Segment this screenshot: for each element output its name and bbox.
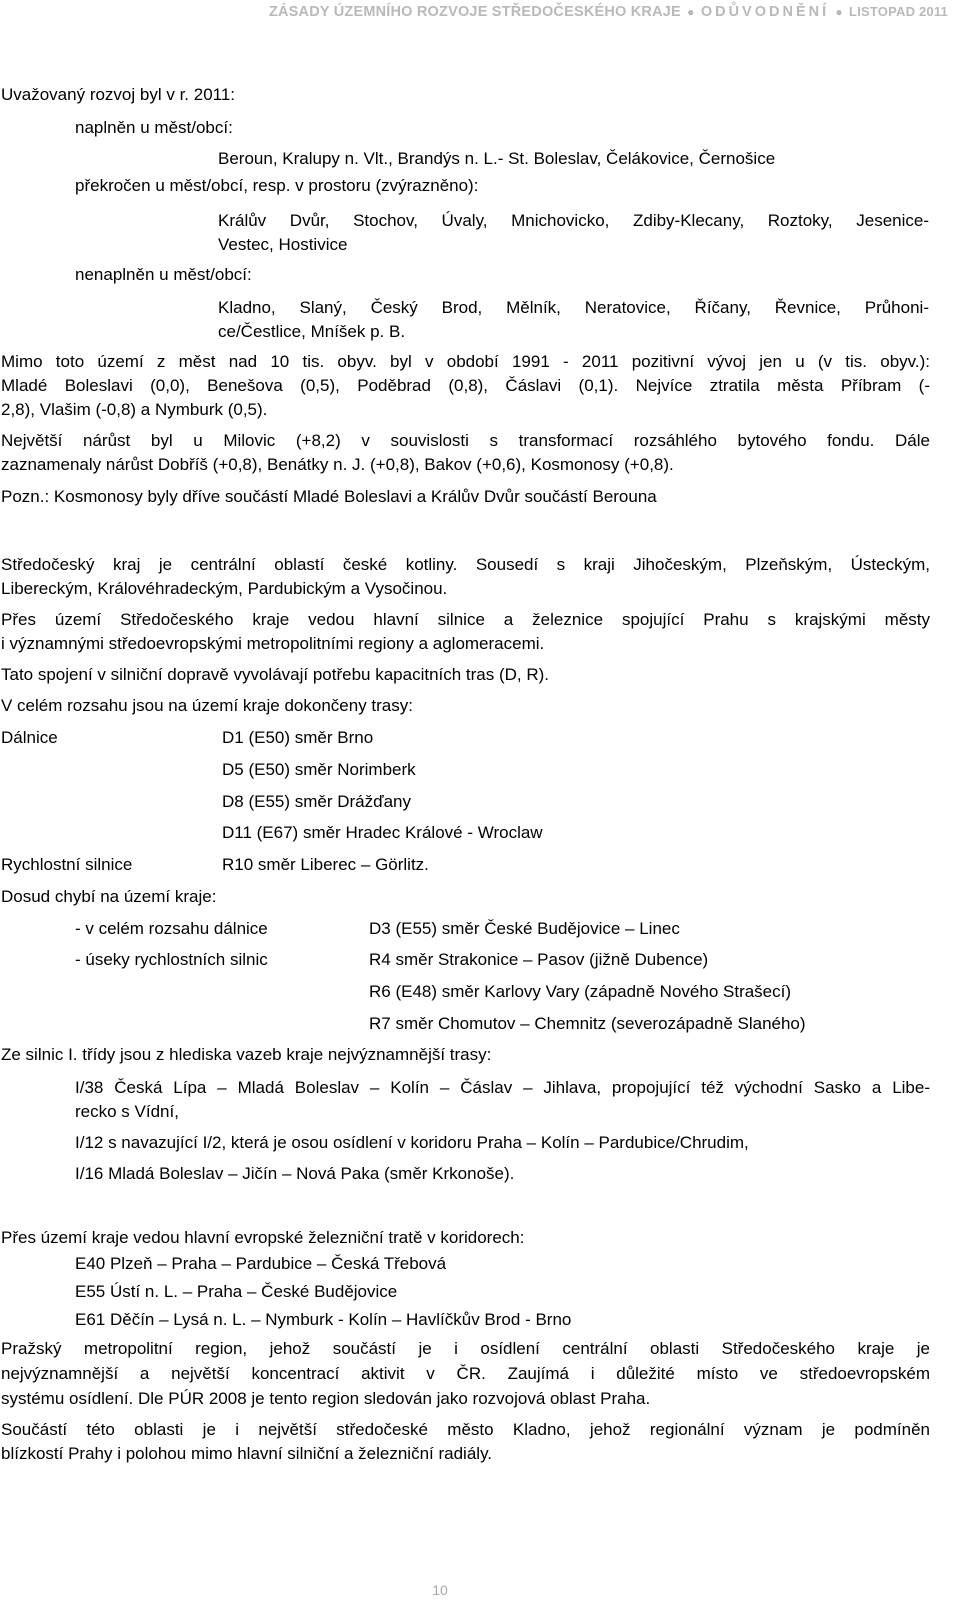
- fulfilled-list: Beroun, Kralupy n. Vlt., Brandýs n. L.- St. Boleslav, Čelákovice, Černošice: [218, 149, 776, 168]
- page-number: 10: [432, 1582, 448, 1598]
- growth-paragraph-line: Největší nárůst byl u Milovic (+8,2) v souvislosti s transformací rozsáhlého bytového fondu. Dále: [1, 431, 930, 450]
- capacity-paragraph: Tato spojení v silniční dopravě vyvolávají potřebu kapacitních tras (D, R).: [1, 665, 550, 684]
- expressways-label: Rychlostní silnice: [1, 855, 133, 874]
- motorway-item: D11 (E67) směr Hradec Králové - Wroclaw: [222, 823, 543, 842]
- missing-motorway-label: - v celém rozsahu dálnice: [75, 919, 268, 938]
- unfulfilled-label: nenaplněn u měst/obcí:: [75, 265, 252, 284]
- population-paragraph-line: Mladé Boleslavi (0,0), Benešova (0,5), Poděbrad (0,8), Čáslavi (0,1). Nejvíce ztratila města Příbram (-: [1, 376, 930, 395]
- completed-routes-intro: V celém rozsahu jsou na území kraje dokončeny trasy:: [1, 696, 413, 715]
- missing-expressway-item: R7 směr Chomutov – Chemnitz (severozápadně Slaného): [369, 1014, 806, 1033]
- motorways-label: Dálnice: [1, 728, 58, 747]
- expressway-item: R10 směr Liberec – Görlitz.: [222, 855, 429, 874]
- header-subtitle: ODŮVODNĚNÍ: [700, 4, 830, 20]
- population-paragraph-line: Mimo toto území z měst nad 10 tis. obyv. byl v období 1991 - 2011 pozitivní vývoj jen u (v tis. obyv.):: [1, 352, 930, 371]
- transport-paragraph-line: i významnými středoevropskými metropolitními regiony a aglomeracemi.: [1, 634, 545, 653]
- header-title: ZÁSADY ÚZEMNÍHO ROZVOJE STŘEDOČESKÉHO KRAJE: [268, 4, 681, 20]
- growth-paragraph-line: zaznamenaly nárůst Dobříš (+0,8), Benátky n. J. (+0,8), Bakov (+0,6), Kosmonosy (+0,8).: [1, 455, 674, 474]
- page-header: [0, 4, 948, 20]
- location-paragraph-line: Středočeský kraj je centrální oblastí české kotliny. Sousedí s kraji Jihočeským, Plzeňským, Ústeckým,: [1, 555, 930, 574]
- motorway-item: D5 (E50) směr Norimberk: [222, 760, 416, 779]
- first-class-road-line: recko s Vídní,: [75, 1102, 179, 1121]
- first-class-road-line: I/38 Česká Lípa – Mladá Boleslav – Kolín – Čáslav – Jihlava, propojující též východní Sasko a Libe-: [75, 1078, 930, 1097]
- railway-corridor: E55 Ústí n. L. – Praha – České Budějovice: [75, 1282, 398, 1301]
- missing-expressway-item: R6 (E48) směr Karlovy Vary (západně Nového Strašecí): [369, 982, 792, 1001]
- metro-region-paragraph-line: nejvýznamnější a největší koncentrací aktivit v ČR. Zaujímá i důležité místo ve středoevropském: [1, 1364, 930, 1383]
- missing-expressway-item: R4 směr Strakonice – Pasov (jižně Dubence): [369, 950, 709, 969]
- motorway-item: D1 (E50) směr Brno: [222, 728, 374, 747]
- exceeded-list-line: Králův Dvůr, Stochov, Úvaly, Mnichovicko, Zdiby-Klecany, Roztoky, Jesenice-: [218, 211, 929, 230]
- missing-routes-intro: Dosud chybí na území kraje:: [1, 887, 217, 906]
- exceeded-label: překročen u měst/obcí, resp. v prostoru (zvýrazněno):: [75, 176, 479, 195]
- header-bullet: ●: [687, 5, 695, 19]
- population-note: Pozn.: Kosmonosy byly dříve součástí Mladé Boleslavi a Králův Dvůr součástí Berouna: [1, 487, 657, 506]
- railway-corridor: E61 Děčín – Lysá n. L. – Nymburk - Kolín – Havlíčkův Brod - Brno: [75, 1310, 572, 1329]
- unfulfilled-list-line: ce/Čestlice, Mníšek p. B.: [218, 322, 406, 341]
- motorway-item: D8 (E55) směr Drážďany: [222, 792, 412, 811]
- metro-region-paragraph-line: Pražský metropolitní region, jehož součástí je i osídlení centrální oblasti Středočeského kraje je: [1, 1339, 930, 1358]
- first-class-road-line: I/16 Mladá Boleslav – Jičín – Nová Paka (směr Krkonoše).: [75, 1164, 515, 1183]
- railways-intro: Přes území kraje vedou hlavní evropské železniční tratě v koridorech:: [1, 1228, 525, 1247]
- missing-expressway-label: - úseky rychlostních silnic: [75, 950, 268, 969]
- location-paragraph-line: Libereckým, Královéhradeckým, Pardubickým a Vysočinou.: [1, 579, 448, 598]
- kladno-paragraph-line: blízkostí Prahy i polohou mimo hlavní silniční a železniční radiály.: [1, 1444, 493, 1463]
- header-bullet: ●: [835, 5, 843, 19]
- missing-motorway-item: D3 (E55) směr České Budějovice – Linec: [369, 919, 680, 938]
- metro-region-paragraph-line: systému osídlení. Dle PÚR 2008 je tento region sledován jako rozvojová oblast Praha.: [1, 1389, 651, 1408]
- unfulfilled-list-line: Kladno, Slaný, Český Brod, Mělník, Neratovice, Říčany, Řevnice, Průhoni-: [218, 298, 929, 317]
- header-date: LISTOPAD 2011: [849, 4, 948, 19]
- fulfilled-label: naplněn u měst/obcí:: [75, 118, 233, 137]
- transport-paragraph-line: Přes území Středočeského kraje vedou hlavní silnice a železnice spojující Prahu s krajskými městy: [1, 610, 930, 629]
- exceeded-list-line: Vestec, Hostivice: [218, 235, 348, 254]
- development-intro: Uvažovaný rozvoj byl v r. 2011:: [1, 85, 236, 104]
- first-class-road-line: I/12 s navazující I/2, která je osou osídlení v koridoru Praha – Kolín – Pardubice/Chrudim,: [75, 1133, 749, 1152]
- first-class-roads-intro: Ze silnic I. třídy jsou z hlediska vazeb kraje nejvýznamnější trasy:: [1, 1045, 492, 1064]
- railway-corridor: E40 Plzeň – Praha – Pardubice – Česká Třebová: [75, 1254, 447, 1273]
- kladno-paragraph-line: Součástí této oblasti je i největší středočeské město Kladno, jehož regionální význam je podmíněn: [1, 1420, 930, 1439]
- population-paragraph-line: 2,8), Vlašim (-0,8) a Nymburk (0,5).: [1, 400, 268, 419]
